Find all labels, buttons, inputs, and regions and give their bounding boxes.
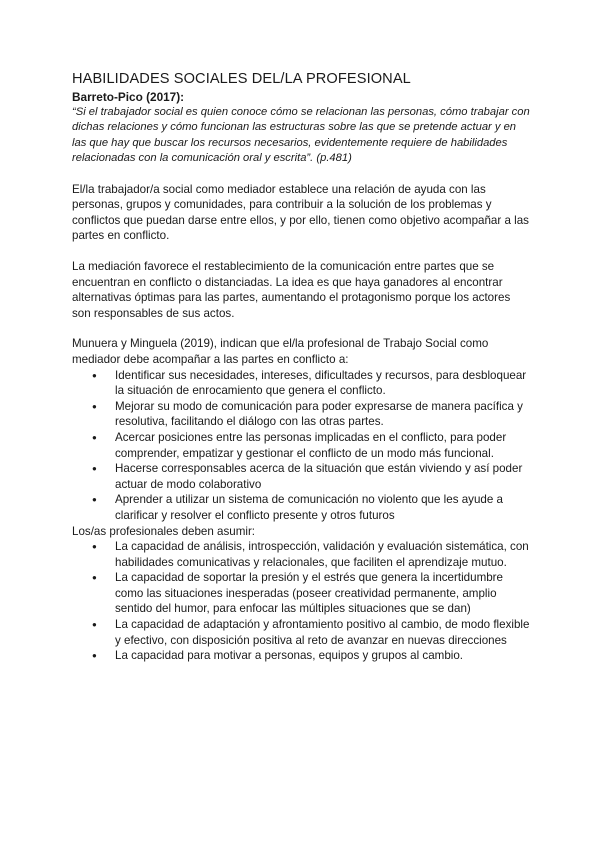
list-item: ● Identificar sus necesidades, intereses, dificultades y recursos, para desbloquear la situación de enrocamiento que genera el conflicto. [72,368,532,399]
citation-quote: “Si el trabajador social es quien conoce cómo se relacionan las personas, cómo trabajar con dichas relaciones y cómo funcionan las estructuras sobre las que se pretende actuar y en las que hay que buscar los recursos necesarios, evidentemente requiere de habilidades relacionadas con la comunicación oral y escrita”. (p.481) [72,106,530,165]
list-item: ● La capacidad de análisis, introspección, validación y evaluación sistemática, con habilidades comunicativas y relacionales, que faciliten el aprendizaje mutuo. [72,539,532,570]
list-item: ● La capacidad de adaptación y afrontamiento positivo al cambio, de modo flexible y efectivo, con disposición positiva al reto de avanzar en nuevas direcciones [72,617,532,648]
list-item: ● La capacidad de soportar la presión y el estrés que genera la incertidumbre como las situaciones inesperadas (poseer creatividad permanente, amplio sentido del humor, para enfocar las múltiples situaciones que se dan) [72,570,532,617]
document-title: HABILIDADES SOCIALES DEL/LA PROFESIONAL [72,71,411,87]
mediation-goals-list [72,368,532,524]
professional-capacities-list [72,539,532,664]
list-item: ● Hacerse corresponsables acerca de la situación que están viviendo y así poder actuar de modo colaborativo [72,461,532,492]
list-item: ● Acercar posiciones entre las personas implicadas en el conflicto, para poder comprender, empatizar y gestionar el conflicto de un modo más funcional. [72,430,532,461]
paragraph-mediation: La mediación favorece el restablecimiento de la comunicación entre partes que se encuentran en conflicto o distanciadas. La idea es que haya ganadores al encontrar alternativas óptimas para las partes, aumentando el protagonismo porque los actores son responsables de sus actos. [72,260,511,320]
paragraph-munuera: Munuera y Minguela (2019), indican que el/la profesional de Trabajo Social como mediador debe acompañar a las partes en conflicto a: [72,337,489,366]
paragraph-professionals: Los/as profesionales deben asumir: [72,524,256,538]
document-page [72,70,532,664]
paragraph-mediator: El/la trabajador/a social como mediador establece una relación de ayuda con las personas, grupos y comunidades, para contribuir a la solución de los problemas y conflictos que puedan darse entre ellos, y por ello, tienen como objetivo acompañar a las partes en conflicto. [72,182,529,243]
list-item: ● Mejorar su modo de comunicación para poder expresarse de manera pacífica y resolutiva, facilitando el diálogo con las otras partes. [72,399,532,430]
citation-author: Barreto-Pico (2017): [72,90,185,104]
list-item: ● La capacidad para motivar a personas, equipos y grupos al cambio. [72,648,532,664]
list-item: ● Aprender a utilizar un sistema de comunicación no violento que les ayude a clarificar y resolver el conflicto presente y otros futuros [72,492,532,523]
